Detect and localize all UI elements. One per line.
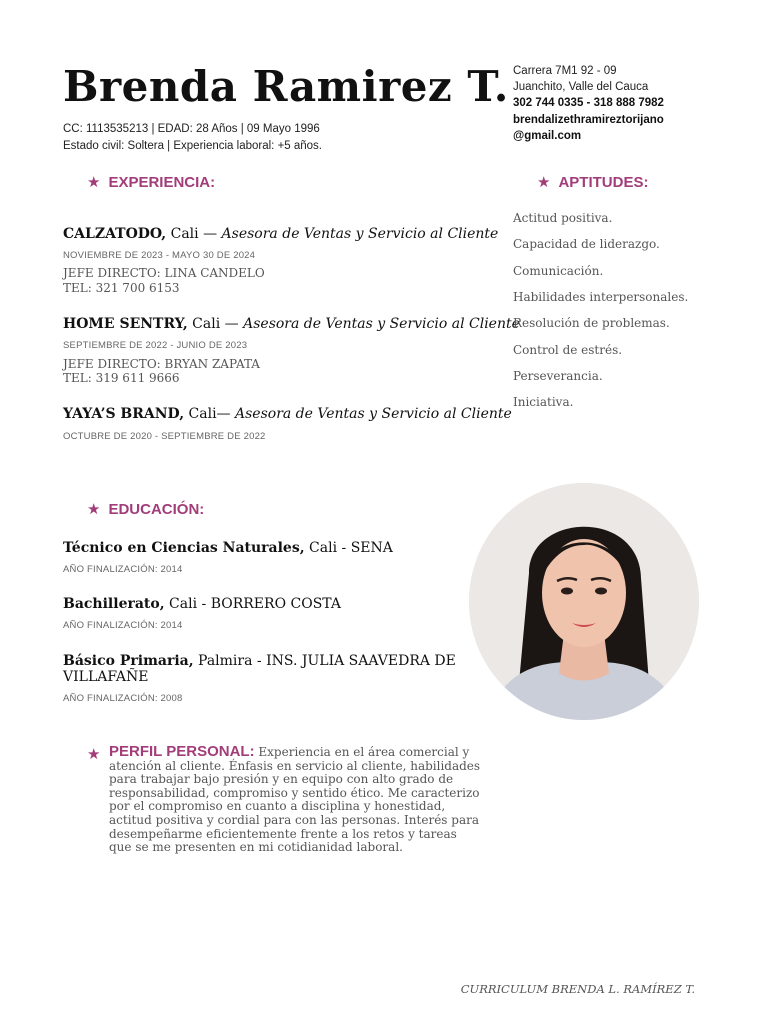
- job-title: [63, 406, 512, 422]
- education-title: [63, 596, 341, 612]
- contact-phones: 302 744 0335 - 318 888 7982: [513, 97, 664, 109]
- job-reference-name: JEFE DIRECTO: LINA CANDELO: [63, 266, 265, 280]
- profile-label: PERFIL PERSONAL:: [109, 743, 255, 760]
- job-role: Asesora de Ventas y Servicio al Cliente: [221, 226, 499, 242]
- skill-item: Resolución de problemas.: [513, 316, 670, 330]
- job-title: [63, 316, 520, 332]
- skill-item: Control de estrés.: [513, 343, 623, 357]
- education-year: AÑO FINALIZACIÓN: 2014: [63, 564, 183, 575]
- star-icon: ★: [87, 501, 101, 518]
- star-icon: ★: [87, 746, 101, 763]
- job-reference-name: JEFE DIRECTO: BRYAN ZAPATA: [63, 357, 260, 371]
- star-icon: ★: [87, 174, 101, 191]
- job-company: HOME SENTRY,: [63, 316, 188, 332]
- job-location: Cali—: [184, 406, 235, 422]
- job-company: YAYA’S BRAND,: [63, 406, 185, 422]
- job-reference-phone: TEL: 321 700 6153: [63, 281, 180, 295]
- job-dates: NOVIEMBRE DE 2023 - MAYO 30 DE 2024: [63, 250, 256, 261]
- experience-heading: [87, 173, 215, 191]
- education-heading-label: EDUCACIÓN:: [108, 500, 205, 518]
- education-year: AÑO FINALIZACIÓN: 2014: [63, 620, 183, 631]
- education-place: Palmira - INS. JULIA SAAVEDRA DE: [193, 653, 456, 669]
- skills-heading: [537, 173, 648, 191]
- job-role: Asesora de Ventas y Servicio al Cliente: [243, 316, 520, 332]
- job-dates: SEPTIEMBRE DE 2022 - JUNIO DE 2023: [63, 340, 248, 351]
- job-location: Cali —: [166, 226, 222, 242]
- job-role: Asesora de Ventas y Servicio al Cliente: [235, 406, 512, 422]
- experience-heading-label: EXPERIENCIA:: [108, 173, 216, 191]
- contact-address-line-2: Juanchito, Valle del Cauca: [513, 81, 649, 93]
- profile-photo: [469, 483, 699, 720]
- skill-item: Habilidades interpersonales.: [513, 290, 689, 304]
- profile-bullet: [87, 745, 108, 763]
- profile-text: Experiencia en el área comercial y atención al cliente. Énfasis en servicio al cliente, habilidades para trabajar bajo presión y en equipo con alto grado de responsabilidad, compromiso y sentido ético. Me caracterizo por el compromiso en cuanto a disciplina y honestidad, actitud positiva y cordial para con las personas. Interés para desempeñarme eficientemente frente a los retos y tareas que se me presenten en mi cotidianidad laboral.: [109, 745, 481, 855]
- contact-email-line-2: @gmail.com: [513, 130, 582, 142]
- skills-heading-label: APTITUDES:: [558, 173, 649, 191]
- education-title: [63, 540, 393, 556]
- education-degree: Bachillerato,: [63, 596, 165, 612]
- education-place: Cali - BORRERO COSTA: [164, 596, 341, 612]
- portrait-illustration: [469, 483, 699, 720]
- job-dates: OCTUBRE DE 2020 - SEPTIEMBRE DE 2022: [63, 431, 266, 442]
- personal-info-line-2: Estado civil: Soltera | Experiencia laboral: +5 años.: [63, 140, 323, 152]
- personal-info-line-1: CC: 1113535213 | EDAD: 28 Años | 09 Mayo 1996: [63, 123, 320, 135]
- footer-caption: CURRICULUM BRENDA L. RAMÍREZ T.: [460, 982, 695, 996]
- star-icon: ★: [537, 174, 551, 191]
- contact-email-line-1: brendalizethramireztorijano: [513, 114, 664, 126]
- education-year: AÑO FINALIZACIÓN: 2008: [63, 693, 183, 704]
- page-title: Brenda Ramirez T.: [63, 62, 509, 111]
- job-location: Cali —: [187, 316, 244, 332]
- skill-item: Capacidad de liderazgo.: [513, 237, 660, 251]
- skill-item: Perseverancia.: [513, 369, 603, 383]
- education-degree: Básico Primaria,: [63, 653, 194, 669]
- skill-item: Iniciativa.: [513, 395, 574, 409]
- education-title: [63, 653, 456, 669]
- job-company: CALZATODO,: [63, 226, 167, 242]
- job-reference-phone: TEL: 319 611 9666: [63, 371, 180, 385]
- education-heading: [87, 500, 204, 518]
- education-degree: Técnico en Ciencias Naturales,: [63, 540, 305, 556]
- education-place: Cali - SENA: [304, 540, 393, 556]
- contact-address-line-1: Carrera 7M1 92 - 09: [513, 65, 617, 77]
- education-place-continued: VILLAFAÑE: [63, 669, 149, 685]
- profile-section: [109, 745, 481, 855]
- job-title: [63, 226, 498, 242]
- skill-item: Comunicación.: [513, 264, 604, 278]
- skill-item: Actitud positiva.: [513, 211, 613, 225]
